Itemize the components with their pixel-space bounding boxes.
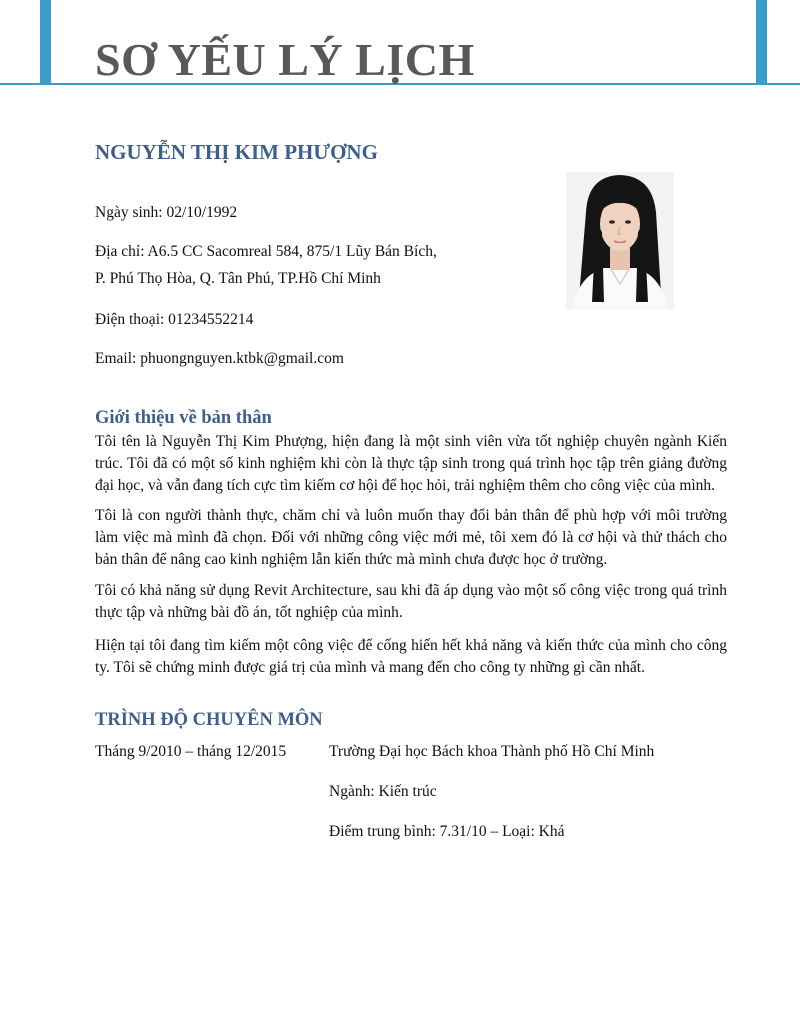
education-gpa: Điểm trung bình: 7.31/10 – Loại: Khá <box>329 823 565 840</box>
email: Email: phuongnguyen.ktbk@gmail.com <box>95 350 344 367</box>
intro-paragraph-2: Tôi là con người thành thực, chăm chỉ và luôn muốn thay đổi bản thân để phù hợp với môi trường làm việc mà mình đã chọn. Đối với những công việc mới mẻ, tôi xem đó là cơ hội và thử thách cho bản thân để nâng cao kinh nghiệm lẫn kiến thức mà mình chưa được học ở trường. <box>95 507 727 568</box>
phone: Điện thoại: 01234552214 <box>95 311 254 328</box>
address-line-1: Địa chỉ: A6.5 CC Sacomreal 584, 875/1 Lũy Bán Bích, <box>95 243 437 260</box>
education-heading: TRÌNH ĐỘ CHUYÊN MÔN <box>95 710 323 730</box>
intro-heading: Giới thiệu về bản thân <box>95 408 272 428</box>
address-line-2: P. Phú Thọ Hòa, Q. Tân Phú, TP.Hồ Chí Minh <box>95 270 381 287</box>
header-accent-bar-right <box>756 0 767 84</box>
birth-date: Ngày sinh: 02/10/1992 <box>95 204 238 221</box>
education-period: Tháng 9/2010 – tháng 12/2015 <box>95 743 287 760</box>
candidate-name: NGUYỄN THỊ KIM PHƯỢNG <box>95 140 378 164</box>
education-major: Ngành: Kiến trúc <box>329 783 437 800</box>
document-title: SƠ YẾU LÝ LỊCH <box>95 34 475 85</box>
education-school: Trường Đại học Bách khoa Thành phố Hồ Chí Minh <box>329 743 655 760</box>
header-accent-bar-left <box>40 0 51 84</box>
intro-paragraph-3: Tôi có khả năng sử dụng Revit Architecture, sau khi đã áp dụng vào một số công việc trong quá trình thực tập và những bài đồ án, tốt nghiệp của mình. <box>95 582 727 621</box>
profile-photo <box>566 172 674 310</box>
intro-paragraph-4: Hiện tại tôi đang tìm kiếm một công việc để cống hiến hết khả năng và kiến thức của mình cho công ty. Tôi sẽ chứng minh được giá trị của mình và mang đến cho công ty những gì cần nhất. <box>95 637 727 676</box>
intro-paragraph-1: Tôi tên là Nguyễn Thị Kim Phượng, hiện đang là một sinh viên vừa tốt nghiệp chuyên ngành Kiến trúc. Tôi đã có một số kinh nghiệm khi còn là thực tập sinh trong quá trình học tập trên giảng đường đại học, và vẫn đang tích cực tìm kiếm cơ hội để học hỏi, trải nghiệm thêm cho công việc của mình. <box>95 433 727 494</box>
portrait-image <box>566 172 674 310</box>
